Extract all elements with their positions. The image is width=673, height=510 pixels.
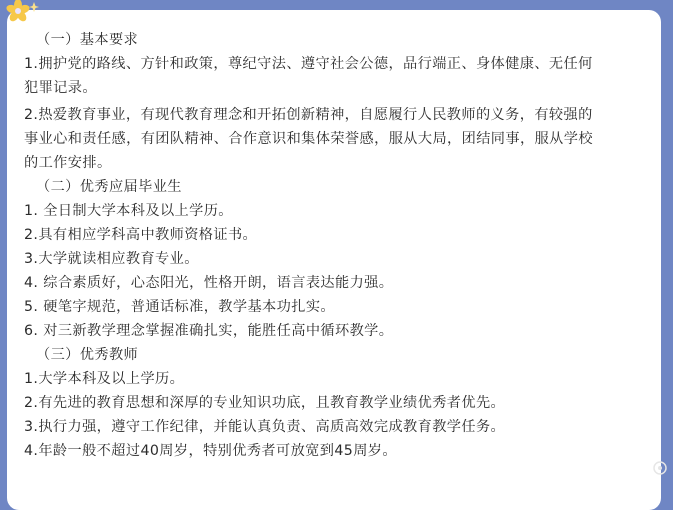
text-line: 犯罪记录。 [24,80,97,96]
text-line: 3.大学就读相应教育专业。 [24,251,199,267]
text-line: 1.拥护党的路线、方针和政策，尊纪守法、遵守社会公德，品行端正、身体健康、无任何 [24,56,593,72]
text-line: 2.热爱教育事业，有现代教育理念和开拓创新精神，自愿履行人民教师的义务，有较强的 [24,107,593,123]
section-heading-teachers: （三）优秀教师 [36,347,139,363]
text-line: 6. 对三新教学理念掌握准确扎实，能胜任高中循环教学。 [24,323,394,339]
watermark-icon [652,460,668,476]
text-line: 事业心和责任感，有团队精神、合作意识和集体荣誉感，服从大局，团结同事，服从学校 [24,131,593,147]
section-heading-graduates: （二）优秀应届毕业生 [36,179,182,195]
requirements-content [24,28,654,463]
flower-decoration-icon [4,0,40,26]
text-line: 5. 硬笔字规范，普通话标准，教学基本功扎实。 [24,299,335,315]
text-line: 1.大学本科及以上学历。 [24,371,185,387]
text-line: 2.有先进的教育思想和深厚的专业知识功底，且教育教学业绩优秀者优先。 [24,395,506,411]
text-line: 4.年龄一般不超过40周岁，特别优秀者可放宽到45周岁。 [24,443,397,459]
text-line: 4. 综合素质好，心态阳光，性格开朗，语言表达能力强。 [24,275,394,291]
text-line: 的工作安排。 [24,155,112,171]
text-line: 3.执行力强，遵守工作纪律，并能认真负责、高质高效完成教育教学任务。 [24,419,506,435]
text-line: 2.具有相应学科高中教师资格证书。 [24,227,258,243]
text-line: 1. 全日制大学本科及以上学历。 [24,203,233,219]
section-heading-basic: （一）基本要求 [36,32,139,48]
